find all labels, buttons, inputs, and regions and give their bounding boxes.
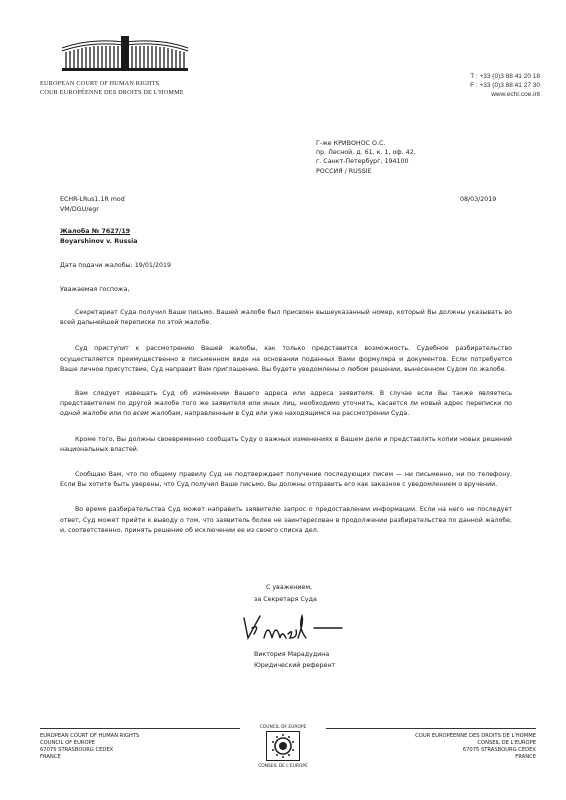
complaint-number: Жалоба № 7627/19 <box>60 228 131 235</box>
recipient-city: г. Санкт-Петербург, 194100 <box>316 158 409 166</box>
court-logo <box>60 30 192 74</box>
paragraph-4: Кроме того, Вы должны своевременно сообщать Суду о важных изменениях в Вашем деле и представлять копии новых решений национальных властей. <box>60 435 512 453</box>
court-name-fr: COUR EUROPÉENNE DES DROITS DE L'HOMME <box>40 89 184 96</box>
footer-left <box>40 733 139 761</box>
paragraph-5: Сообщаю Вам, что по общему правилу Суд не подтверждает получение последующих писем — ни письменно, ни по телефону. Если Вы хотите быть уверены, что Суд получил Ваше письмо, Вы должны отправить его как заказное с уведомлением о вручении. <box>60 471 512 489</box>
footer-left-line: COUNCIL OF EUROPE <box>40 740 95 746</box>
paragraph-1: Секретариат Суда получил Ваше письмо. Вашей жалобе был присвоен вышеуказанный номер, который Вы должны указывать во всей дальнейшей переписке по этой жалобе. <box>60 309 512 327</box>
paragraph-2: Суд приступит к рассмотрению Вашей жалобы, как только представится возможность. Судебное разбирательство осуществляется преимущественно в письменном виде на основании поданных Вами формуляра и документов. Если потребуется Ваше личное присутствие, Суд направит Вам приглашение. Вы будете уведомлены о любом решении, вынесенном Судом по жалобе. <box>60 345 512 373</box>
footer-coe-bottom: CONSEIL DE L'EUROPE <box>258 764 308 769</box>
footer-left-line: 67075 STRASBOURG CEDEX <box>40 747 114 753</box>
footer-coe-top: COUNCIL OF EUROPE <box>259 725 307 730</box>
paragraph-3: Вам следует извещать Суд об изменении Вашего адреса или адреса заявителя. В случае если Вы также являетесь представителем по другой жалобе того же заявителя или иных лиц, необходимо уточнить, касается ли новый адрес переписки по одной жалобе или по всем жалобам, направленным в Суд или уже находящимся на рассмотрении Суда. <box>60 390 512 418</box>
website-link[interactable]: www.echr.coe.int <box>491 91 540 98</box>
salutation: Уважаемая госпожа, <box>60 286 130 293</box>
footer-left-line: FRANCE <box>40 754 61 760</box>
recipient-name: Г-же КРИВОНОС О.С. <box>316 140 386 147</box>
filing-date: Дата подачи жалобы: 19/01/2019 <box>60 262 171 269</box>
footer-right-line: CONSEIL DE L'EUROPE <box>477 740 536 746</box>
reference-initials: VM/DGU/egr <box>60 206 99 213</box>
closing-regards: С уважением, <box>266 584 313 591</box>
letter-body <box>60 308 512 536</box>
phone-number: T : +33 (0)3 88 41 20 18 <box>470 73 540 80</box>
footer-rule-left <box>40 728 240 729</box>
court-name-en: EUROPEAN COURT OF HUMAN RIGHTS <box>40 80 160 87</box>
signature <box>238 608 348 648</box>
case-name: Boyarshinov v. Russia <box>60 238 138 245</box>
footer-rule-right <box>326 728 536 729</box>
footer-left-line: EUROPEAN COURT OF HUMAN RIGHTS <box>40 733 140 739</box>
signer-title: Юридический референт <box>254 662 336 669</box>
footer-right-line: COUR EUROPÉENNE DES DROITS DE L'HOMME <box>415 733 536 739</box>
council-of-europe-logo <box>266 731 300 761</box>
paragraph-6: Во время разбирательства Суд может направить заявителю запрос о предоставлении информации. Если на него не последует ответ, Суд может прийти к выводу о том, что заявитель более не заинтересован в продолжении разбирательства по данной жалобе, и, соответственно, принять решение об исключении ее из своего списка дел. <box>60 506 512 534</box>
footer-right <box>415 733 536 761</box>
closing-for: за Секретаря Суда <box>254 596 317 603</box>
signer-name: Виктория Марадудина <box>254 651 330 658</box>
recipient-street: пр. Лесной, д. 61, к. 1, оф. 42, <box>316 149 416 157</box>
recipient-country: РОССИЯ / RUSSIE <box>316 167 372 175</box>
letter-date: 08/03/2019 <box>460 196 497 203</box>
footer-right-line: FRANCE <box>515 754 536 760</box>
reference-code: ECHR-LRus1.1R mod <box>60 196 125 203</box>
recipient-address <box>316 139 416 176</box>
footer-right-line: 67075 STRASBOURG CEDEX <box>462 747 536 753</box>
fax-number: F : +33 (0)3 88 41 27 30 <box>470 82 540 89</box>
contact-block <box>470 72 540 99</box>
